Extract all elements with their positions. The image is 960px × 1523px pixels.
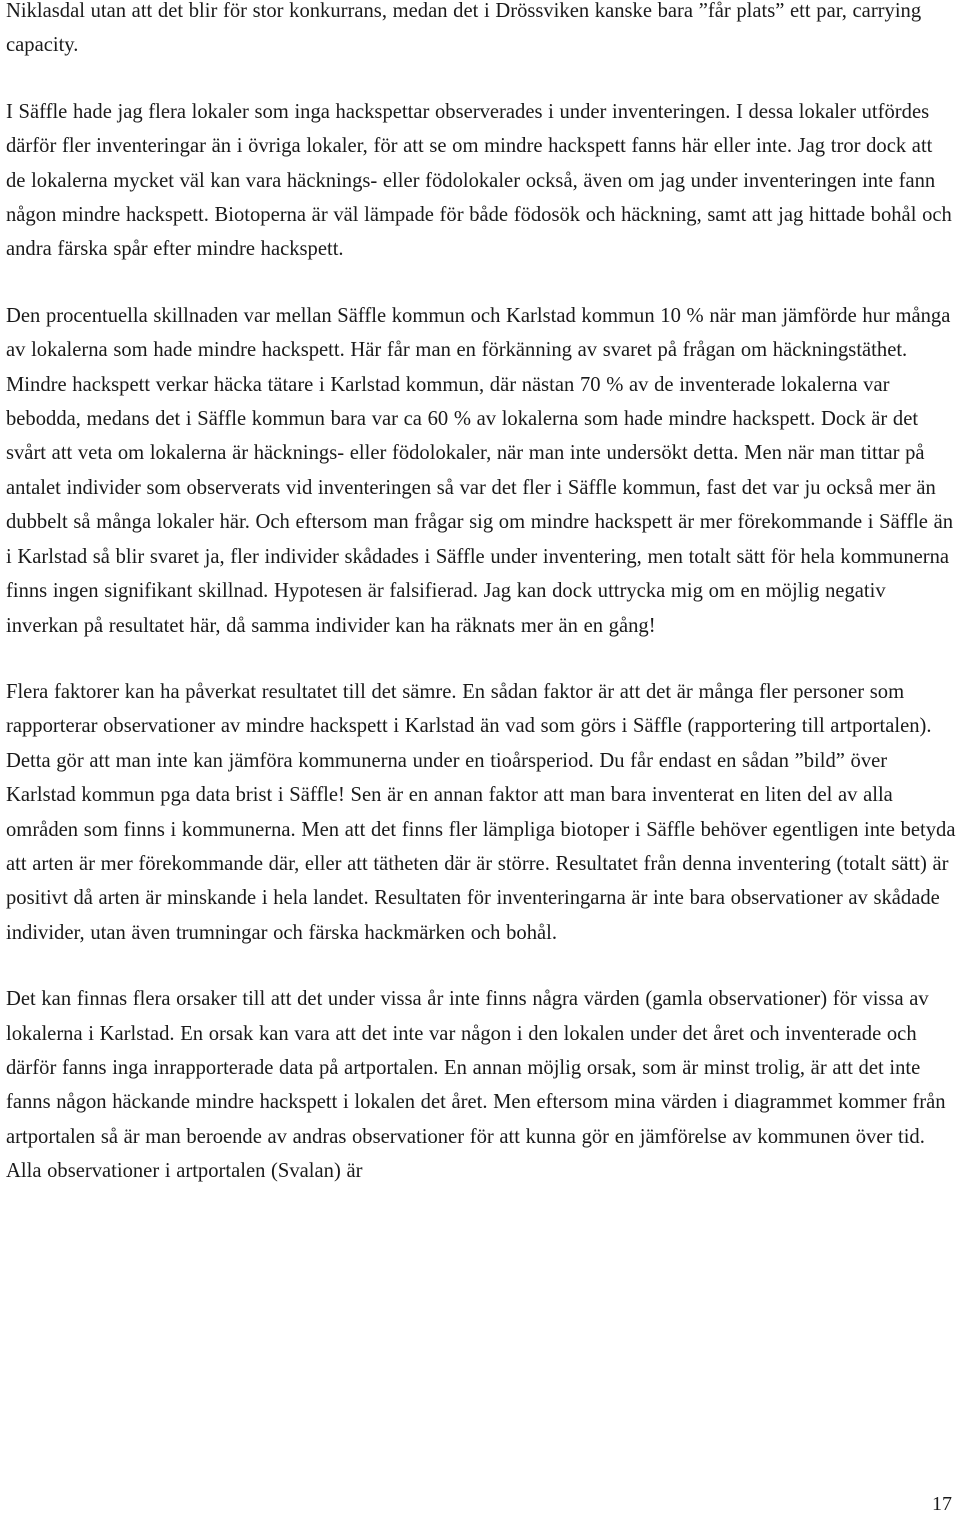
paragraph-2: I Säffle hade jag flera lokaler som inga hackspettar observerades i under inventeringen. I dessa lokaler utfördes därför fler inventeringar än i övriga lokaler, för att se om mindre hackspett fanns här eller inte. Jag tror dock att de lokalerna mycket väl kan vara häcknings- eller födolokaler också, även om jag under inventeringen inte fann någon mindre hackspett. Biotoperna är väl lämpade för både födosök och häckning, samt att jag hittade bohål och andra färska spår efter mindre hackspett. <box>6 100 952 261</box>
paragraph-3: Den procentuella skillnaden var mellan Säffle kommun och Karlstad kommun 10 % när man jämförde hur många av lokalerna som hade mindre hackspett. Här får man en förkänning av svaret på frågan om häckningstäthet. Mindre hackspett verkar häcka tätare i Karlstad kommun, där nästan 70 % av de inventerade lokalerna var bebodda, medans det i Säffle kommun bara var ca 60 % av lokalerna som hade mindre hackspett. Dock är det svårt att veta om lokalerna är häcknings- eller födolokaler, när man inte undersökt detta. Men när man tittar på antalet individer som observerats vid inventeringen så var det fler i Säffle kommun, fast det var ju också mer än dubbelt så många lokaler här. Och eftersom man frågar sig om mindre hackspett är mer förekommande i Säffle än i Karlstad så blir svaret ja, fler individer skådades i Säffle under inventering, men totalt sätt för hela kommunerna finns ingen signifikant skillnad. Hypotesen är falsifierad. Jag kan dock uttrycka mig om en möjlig negativ inverkan på resultatet här, då samma individer kan ha räknats mer än en gång! <box>6 304 954 637</box>
paragraph-4: Flera faktorer kan ha påverkat resultatet till det sämre. En sådan faktor är att det är många fler personer som rapporterar observationer av mindre hackspett i Karlstad än vad som görs i Säffle (rapportering till artportalen). Detta gör att man inte kan jämföra kommunerna under en tioårsperiod. Du får endast en sådan ”bild” över Karlstad kommun pga data brist i Säffle! Sen är en annan faktor att man bara inventerat en liten del av alla områden som finns i kommunerna. Men att det finns fler lämpliga biotoper i Säffle behöver egentligen inte betyda att arten är mer förekommande där, eller att tätheten där är större. Resultatet från denna inventering (totalt sätt) är positivt då arten är minskande i hela landet. Resultaten för inventeringarna är inte bara observationer av skådade individer, utan även trumningar och färska hackmärken och bohål. <box>6 680 956 944</box>
body-text <box>6 0 956 1221</box>
paragraph-5: Det kan finnas flera orsaker till att det under vissa år inte finns några värden (gamla observationer) för vissa av lokalerna i Karlstad. En orsak kan vara att det inte var någon i den lokalen under det året och inventerade och därför fanns inga inrapporterade data på artportalen. En annan möjlig orsak, som är minst trolig, är att det inte fanns någon häckande mindre hackspett i lokalen det året. Men eftersom mina värden i diagrammet kommer från artportalen så är man beroende av andras observationer för att kunna gör en jämförelse av kommunen över tid. Alla observationer i artportalen (Svalan) är <box>6 988 946 1183</box>
paragraph-1: Niklasdal utan att det blir för stor konkurrans, medan det i Drössviken kanske bara ”får plats” ett par, carrying capacity. <box>6 0 922 57</box>
page-number: 17 <box>932 1493 952 1515</box>
